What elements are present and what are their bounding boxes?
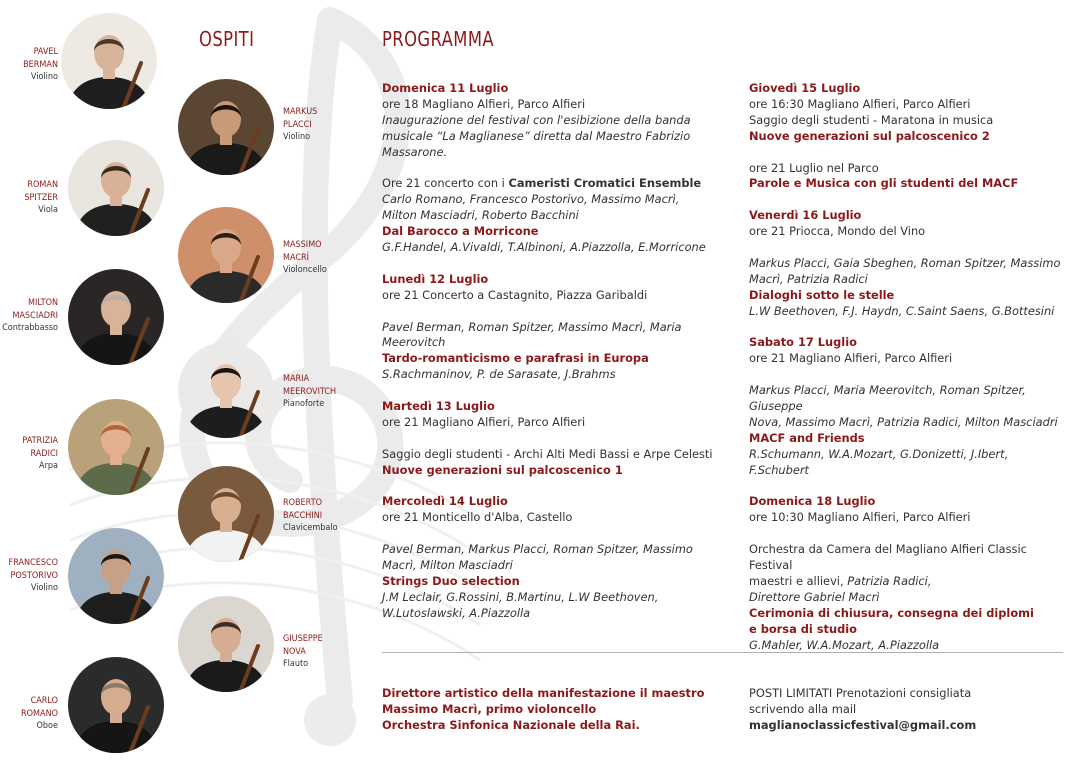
event-title: MACF and Friends xyxy=(749,430,865,445)
guest-last-name: BERMAN xyxy=(23,59,58,70)
event-description: musicale “La Maglianese” diretta dal Maestro Fabrizio xyxy=(382,128,691,143)
guest-last-name: ROMANO xyxy=(21,708,58,719)
event-date: Mercoledì 14 Luglio xyxy=(382,494,508,509)
event-tuesday-13 xyxy=(382,399,722,479)
guest-first-name: CARLO xyxy=(30,696,58,706)
guest-instrument: Violino xyxy=(283,132,311,142)
guest-label xyxy=(283,239,353,277)
event-composers: R.Schumann, W.A.Mozart, G.Donizetti, J.Ibert, F.Schubert xyxy=(749,446,1009,477)
guest-first-name: ROMAN xyxy=(27,180,58,190)
event-title: Tardo-romanticismo e parafrasi in Europa xyxy=(382,351,649,366)
event-composers: G.F.Handel, A.Vivaldi, T.Albinoni, A.Piazzolla, E.Morricone xyxy=(382,240,706,255)
event-location: ore 21 Concerto a Castagnito, Piazza Garibaldi xyxy=(382,287,648,302)
guest-label xyxy=(0,297,58,335)
event-location: ore 21 Magliano Alfieri, Parco Alfieri xyxy=(382,414,586,429)
guest-photo xyxy=(178,207,274,303)
event-date: Domenica 18 Luglio xyxy=(749,494,876,509)
event-date: Lunedì 12 Luglio xyxy=(382,271,489,286)
event-orchestra: Orchestra da Camera del Magliano Alfieri Classic Festival xyxy=(749,542,1027,573)
event-sunday-18 xyxy=(749,494,1069,653)
guest-last-name: MASCIADRI xyxy=(12,310,58,321)
guest-photo xyxy=(68,399,164,495)
guest-photo xyxy=(68,140,164,236)
event-wednesday-14 xyxy=(382,494,722,621)
guest-instrument: Violino xyxy=(30,72,58,82)
event-performers: Carlo Romano, Francesco Postorivo, Massimo Macrì, xyxy=(382,192,680,207)
footer-booking-note: POSTI LIMITATI Prenotazioni consigliata xyxy=(749,686,972,700)
event-title: Nuove generazioni sul palcoscenico 1 xyxy=(382,462,623,477)
contact-prefix: scrivendo alla mail xyxy=(749,701,857,716)
event-performers: Milton Masciadri, Roberto Bacchini xyxy=(382,208,579,223)
guest-first-name: MILTON xyxy=(27,298,58,308)
event-date: Giovedì 15 Luglio xyxy=(749,81,861,95)
guest-instrument: Violoncello xyxy=(283,265,327,275)
event-composers: L.W Beethoven, F.J. Haydn, C.Saint Saens, G.Bottesini xyxy=(749,303,1055,318)
event-orchestra-members xyxy=(749,574,1069,590)
event-date: Sabato 17 Luglio xyxy=(749,335,857,350)
ensemble-name: Cameristi Cromatici Ensemble xyxy=(508,176,702,191)
guest-instrument: Arpa xyxy=(39,461,58,471)
event-friday-16 xyxy=(749,208,1069,319)
guest-label xyxy=(283,633,353,671)
guest-photo xyxy=(68,657,164,753)
guest-last-name: MACRÌ xyxy=(283,252,310,263)
guest-instrument: Viola xyxy=(38,205,58,215)
concert-prefix: Ore 21 concerto con i xyxy=(382,176,509,191)
event-location: ore 21 Luglio nel Parco xyxy=(749,160,879,175)
guest-label xyxy=(0,179,58,217)
footer-booking xyxy=(749,686,1074,734)
guest-last-name: RADICI xyxy=(30,448,58,459)
guest-photo xyxy=(178,596,274,692)
guest-first-name: GIUSEPPE xyxy=(283,634,323,644)
guest-instrument: Flauto xyxy=(283,659,309,669)
event-composers: W.Lutoslawski, A.Piazzolla xyxy=(382,605,531,620)
guest-label xyxy=(283,497,353,535)
event-location: ore 18 Magliano Alfieri, Parco Alfieri xyxy=(382,96,586,111)
guest-instrument: Violino xyxy=(30,583,58,593)
event-monday-12 xyxy=(382,272,722,383)
event-title: Dal Barocco a Morricone xyxy=(382,224,539,239)
members-prefix: maestri e allievi, xyxy=(749,573,848,588)
event-performers: Markus Placci, Maria Meerovitch, Roman Spitzer, Giuseppe xyxy=(749,383,1026,414)
event-composers: J.M Leclair, G.Rossini, B.Martinu, L.W Beethoven, xyxy=(382,589,659,604)
guest-label xyxy=(283,106,353,144)
event-date: Domenica 11 Luglio xyxy=(382,81,509,95)
guest-photo xyxy=(178,342,274,438)
event-composers: S.Rachmaninov, P. de Sarasate, J.Brahms xyxy=(382,367,616,382)
event-title: Strings Duo selection xyxy=(382,573,520,588)
event-performers: Markus Placci, Gaia Sbeghen, Roman Spitzer, Massimo xyxy=(749,255,1061,270)
guest-last-name: MEEROVITCH xyxy=(283,386,337,397)
guest-photo xyxy=(178,79,274,175)
program-column-2 xyxy=(749,81,1069,654)
members-name: Patrizia Radici, xyxy=(847,573,932,588)
event-title: Cerimonia di chiusura, consegna dei diplomi xyxy=(749,605,1034,620)
guest-first-name: MARKUS xyxy=(283,107,318,117)
guest-last-name: SPITZER xyxy=(24,192,58,203)
guest-first-name: MASSIMO xyxy=(283,240,322,250)
event-performers: Pavel Berman, Markus Placci, Roman Spitzer, Massimo xyxy=(382,542,693,557)
guest-last-name: PLACCI xyxy=(283,119,312,130)
event-performers: Meerovitch xyxy=(382,335,446,350)
event-concert-line xyxy=(382,176,722,192)
event-location: ore 21 Priocca, Mondo del Vino xyxy=(749,224,926,239)
guest-last-name: POSTORIVO xyxy=(10,570,58,581)
footer-line: Orchestra Sinfonica Nazionale della Rai. xyxy=(382,717,640,732)
guest-label xyxy=(0,435,58,473)
guest-last-name: BACCHINI xyxy=(283,510,323,521)
event-performers: Macrì, Patrizia Radici xyxy=(749,271,868,286)
event-title: Parole e Musica con gli studenti del MACF xyxy=(749,176,1019,191)
guest-last-name: NOVA xyxy=(283,646,306,657)
footer-artistic-director xyxy=(382,686,722,734)
event-date: Martedì 13 Luglio xyxy=(382,399,495,414)
footer-divider xyxy=(382,652,1063,653)
guests-heading: OSPITI xyxy=(199,27,255,51)
guest-instrument: Clavicembalo xyxy=(283,523,338,533)
guest-first-name: FRANCESCO xyxy=(8,558,58,568)
guest-first-name: PATRIZIA xyxy=(22,436,58,446)
event-performers: Macrì, Milton Masciadri xyxy=(382,558,513,573)
event-location: ore 16:30 Magliano Alfieri, Parco Alfieri xyxy=(749,96,971,111)
guest-label xyxy=(0,46,58,84)
event-description: Inaugurazione del festival con l'esibizione della banda xyxy=(382,112,691,127)
guest-photo xyxy=(61,13,157,109)
guest-first-name: PAVEL xyxy=(33,47,58,57)
event-location: ore 21 Monticello d'Alba, Castello xyxy=(382,510,573,525)
event-location: ore 21 Magliano Alfieri, Parco Alfieri xyxy=(749,351,953,366)
guest-label xyxy=(283,373,353,411)
event-info: Saggio degli studenti - Archi Alti Medi Bassi e Arpe Celesti xyxy=(382,446,713,461)
guest-photo xyxy=(178,466,274,562)
event-description: Massarone. xyxy=(382,144,448,159)
guest-photo xyxy=(68,269,164,365)
event-info: Saggio degli studenti - Maratona in musica xyxy=(749,112,994,127)
event-director: Direttore Gabriel Macrì xyxy=(749,589,880,604)
guest-first-name: MARIA xyxy=(283,374,310,384)
event-performers: Nova, Massimo Macrì, Patrizia Radici, Milton Masciadri xyxy=(749,414,1058,429)
guest-instrument: Pianoforte xyxy=(283,399,325,409)
program-heading: PROGRAMMA xyxy=(382,27,495,51)
event-performers: Pavel Berman, Roman Spitzer, Massimo Macrì, Maria xyxy=(382,319,682,334)
guest-instrument: Contrabbasso xyxy=(2,323,58,333)
footer-line: Direttore artistico della manifestazione il maestro xyxy=(382,686,705,700)
guest-first-name: ROBERTO xyxy=(283,498,322,508)
event-thursday-15 xyxy=(749,81,1069,192)
guest-photo xyxy=(68,528,164,624)
footer-booking-contact xyxy=(749,702,1074,734)
program-column-1 xyxy=(382,81,722,622)
footer-line: Massimo Macrì, primo violoncello xyxy=(382,701,597,716)
event-title: Nuove generazioni sul palcoscenico 2 xyxy=(749,128,990,143)
event-title: e borsa di studio xyxy=(749,621,857,636)
event-composers: G.Mahler, W.A.Mozart, A.Piazzolla xyxy=(749,637,940,652)
event-location: ore 10:30 Magliano Alfieri, Parco Alfieri xyxy=(749,510,971,525)
event-date: Venerdì 16 Luglio xyxy=(749,208,862,223)
event-saturday-17 xyxy=(749,335,1069,478)
contact-email-link[interactable]: maglianoclassicfestival@gmail.com xyxy=(749,717,977,732)
event-sunday-11 xyxy=(382,81,722,256)
guest-instrument: Oboe xyxy=(36,721,58,731)
guest-label xyxy=(0,557,58,595)
guest-label xyxy=(0,695,58,733)
event-title: Dialoghi sotto le stelle xyxy=(749,287,895,302)
